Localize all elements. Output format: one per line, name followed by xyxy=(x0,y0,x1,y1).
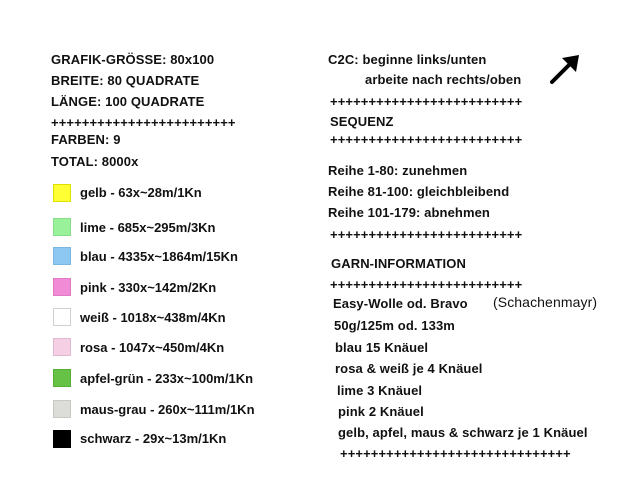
garn-line-blau: blau 15 Knäuel xyxy=(335,340,429,355)
garn-line-gewicht: 50g/125m od. 133m xyxy=(334,318,455,333)
separator-3: +++++++++++++++++++++++++ xyxy=(330,227,523,242)
garn-line-wolle: Easy-Wolle od. Bravo xyxy=(333,296,468,311)
color-label-weiss: weiß - 1018x~438m/4Kn xyxy=(80,310,226,325)
laenge-text: LÄNGE: 100 QUADRATE xyxy=(51,94,205,109)
swatch-weiss xyxy=(53,308,71,326)
color-label-pink: pink - 330x~142m/2Kn xyxy=(80,280,217,295)
reihe-3: Reihe 101-179: abnehmen xyxy=(328,205,490,220)
color-label-maus-grau: maus-grau - 260x~111m/1Kn xyxy=(80,402,255,417)
color-label-schwarz: schwarz - 29x~13m/1Kn xyxy=(80,431,227,446)
reihe-2: Reihe 81-100: gleichbleibend xyxy=(328,184,510,199)
swatch-blau xyxy=(53,247,71,265)
swatch-maus-grau xyxy=(53,400,71,418)
breite-text: BREITE: 80 QUADRATE xyxy=(51,73,200,88)
garn-line-rosa-weiss: rosa & weiß je 4 Knäuel xyxy=(335,361,483,376)
swatch-apfel-gruen xyxy=(53,369,71,387)
swatch-gelb xyxy=(53,184,71,202)
color-label-lime: lime - 685x~295m/3Kn xyxy=(80,220,216,235)
color-label-apfel-gruen: apfel-grün - 233x~100m/1Kn xyxy=(80,371,254,386)
garn-line-pink: pink 2 Knäuel xyxy=(338,404,424,419)
sequenz-title: SEQUENZ xyxy=(330,114,394,129)
reihe-1: Reihe 1-80: zunehmen xyxy=(328,163,468,178)
swatch-lime xyxy=(53,218,71,236)
c2c-line-2: arbeite nach rechts/oben xyxy=(365,72,522,87)
c2c-line-1: C2C: beginne links/unten xyxy=(328,52,487,67)
color-label-rosa: rosa - 1047x~450m/4Kn xyxy=(80,340,225,355)
separator-2: +++++++++++++++++++++++++ xyxy=(330,132,523,147)
left-separator: ++++++++++++++++++++++++ xyxy=(51,115,236,130)
garn-line-rest: gelb, apfel, maus & schwarz je 1 Knäuel xyxy=(338,425,588,440)
garn-title: GARN-INFORMATION xyxy=(331,256,466,271)
color-label-gelb: gelb - 63x~28m/1Kn xyxy=(80,185,202,200)
separator-1: +++++++++++++++++++++++++ xyxy=(330,94,523,109)
swatch-rosa xyxy=(53,338,71,356)
arrow-up-right-icon xyxy=(548,52,582,86)
swatch-pink xyxy=(53,278,71,296)
color-label-blau: blau - 4335x~1864m/15Kn xyxy=(80,249,238,264)
total-text: TOTAL: 8000x xyxy=(51,154,139,169)
swatch-schwarz xyxy=(53,430,71,448)
separator-4: +++++++++++++++++++++++++ xyxy=(330,277,523,292)
garn-line-lime: lime 3 Knäuel xyxy=(337,383,423,398)
separator-5: ++++++++++++++++++++++++++++++ xyxy=(340,446,571,461)
farben-text: FARBEN: 9 xyxy=(51,132,121,147)
garn-brand: (Schachenmayr) xyxy=(493,294,598,310)
grafik-groesse-text: GRAFIK-GRÖSSE: 80x100 xyxy=(51,52,215,67)
